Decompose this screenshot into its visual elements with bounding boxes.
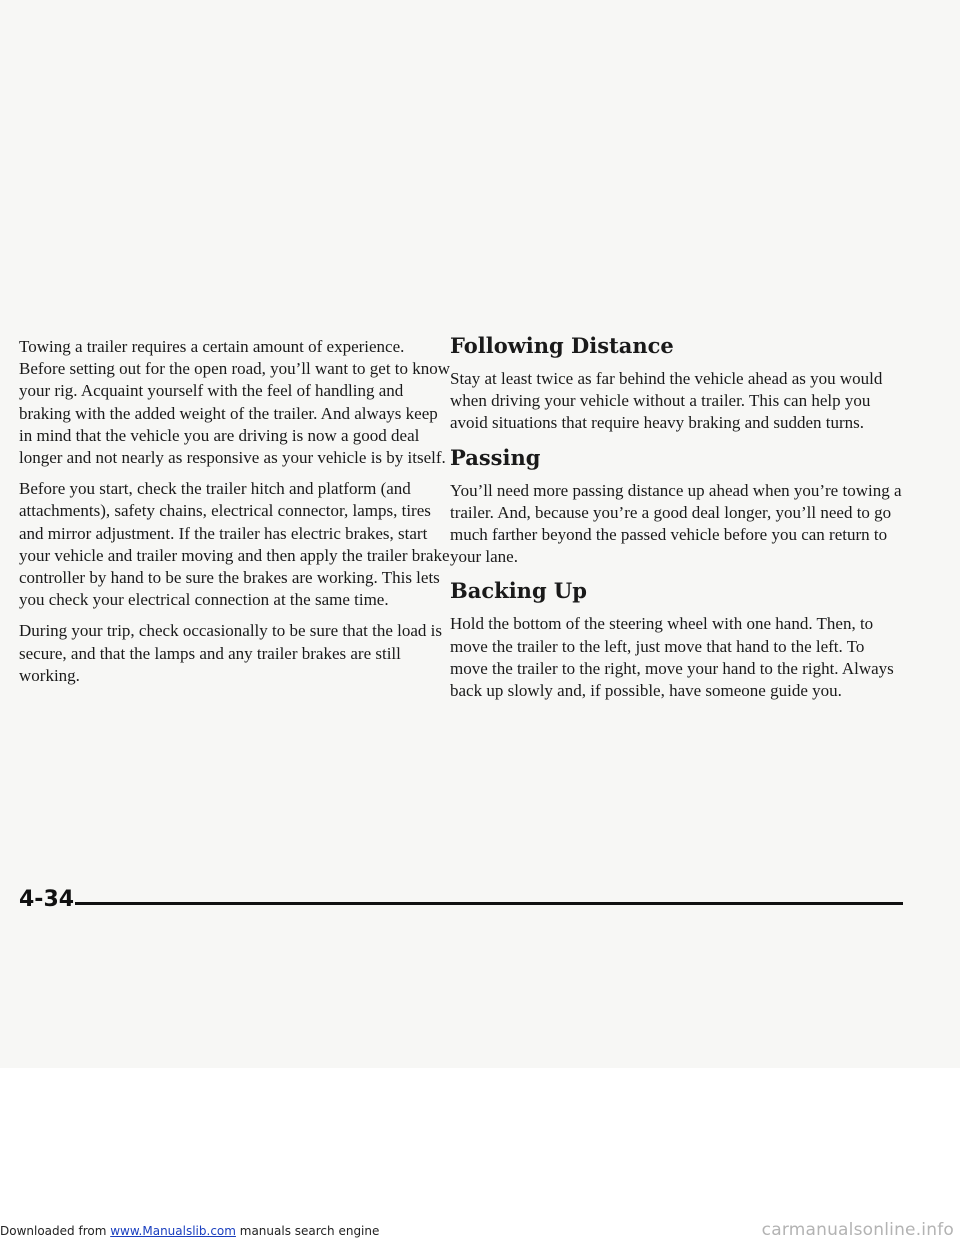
section-body: You’ll need more passing distance up ahead when you’re towing a trailer. And, because you’re a good deal longer, you’ll need to go much farther beyond the passed vehicle before you can return to your lane. [450, 480, 902, 567]
manualslib-link[interactable]: www.Manualslib.com [110, 1224, 236, 1238]
intro-paragraph: Towing a trailer requires a certain amount of experience. Before setting out for the open road, you’ll want to get to know your rig. Acquaint yourself with the feel of handling and braking with the added weight of the trailer. And always keep in mind that the vehicle you are driving is now a good deal longer and not nearly as responsive as your vehicle is by itself. [19, 337, 451, 468]
section-heading: Backing Up [450, 578, 587, 604]
page-number: 4-34 [19, 887, 75, 912]
right-column [450, 332, 902, 711]
section-heading: Passing [450, 444, 541, 470]
download-note-prefix: Downloaded from [0, 1224, 111, 1238]
download-note [0, 1224, 379, 1238]
download-note-suffix: manuals search engine [235, 1224, 380, 1238]
section-body: Hold the bottom of the steering wheel with one hand. Then, to move the trailer to the left, just move that hand to the left. To move the trailer to the right, move your hand to the right. Always back up slowly and, if possible, have someone guide you. [450, 614, 894, 701]
during-trip-paragraph: During your trip, check occasionally to be sure that the load is secure, and that the lamps and any trailer brakes are still working. [19, 621, 442, 685]
page-footer [19, 880, 903, 920]
pre-trip-check-paragraph: Before you start, check the trailer hitch and platform (and attachments), safety chains, electrical connector, lamps, tires and mirror adjustment. If the trailer has electric brakes, start your vehicle and trailer moving and then apply the trailer brake controller by hand to be sure the brakes are working. This lets you check your electrical connection at the same time. [19, 479, 450, 610]
section-passing [450, 444, 902, 569]
watermark: carmanualsonline.info [761, 1220, 954, 1240]
section-backing-up [450, 577, 902, 702]
left-column [19, 336, 451, 696]
footer-rule [75, 902, 903, 905]
bottom-strip [0, 1068, 960, 1242]
section-heading: Following Distance [450, 333, 674, 358]
section-following-distance [450, 332, 902, 435]
section-body: Stay at least twice as far behind the vehicle ahead as you would when driving your vehicle without a trailer. This can help you avoid situations that require heavy braking and sudden turns. [450, 369, 883, 433]
